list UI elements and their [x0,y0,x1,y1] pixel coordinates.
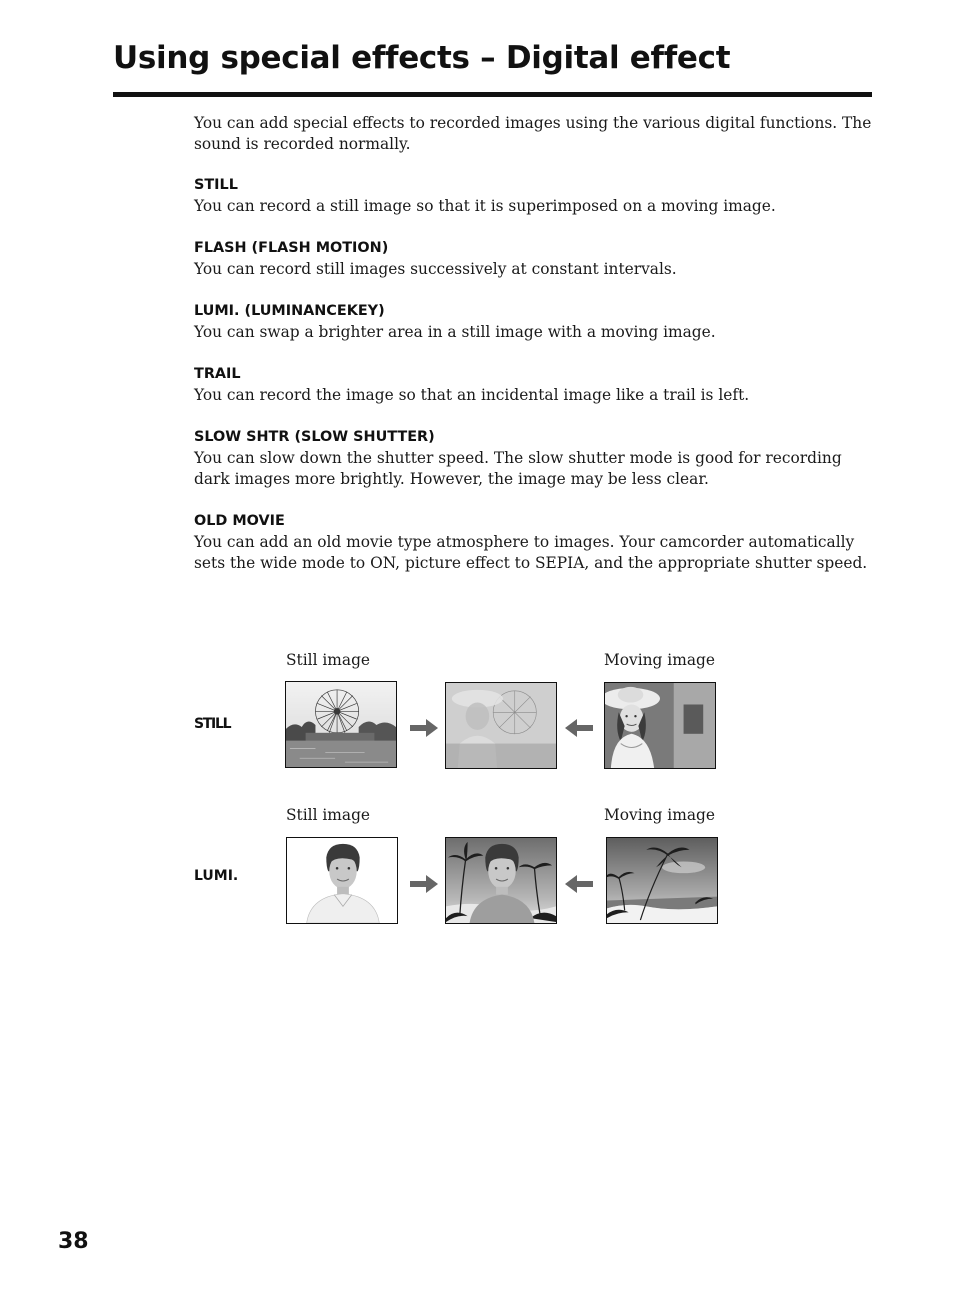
section-heading: STILL [194,177,238,193]
arrow-right-icon [409,718,439,738]
section-heading: FLASH (FLASH MOTION) [194,240,389,256]
section-heading: OLD MOVIE [194,513,285,529]
section-heading: SLOW SHTR (SLOW SHUTTER) [194,429,435,445]
section-heading: LUMI. (LUMINANCEKEY) [194,303,385,319]
section-text: You can slow down the shutter speed. The slow shutter mode is good for recording dark images more brightly. However, the image may be less clear. [194,449,842,488]
moving-image-caption: Moving image [604,806,715,824]
intro-paragraph: You can add special effects to recorded images using the various digital functions. The sound is recorded normally. [194,114,872,153]
superimposed-result-photo [445,682,557,769]
arrow-right-icon [409,874,439,894]
arrow-left-icon [564,874,594,894]
section-still [194,175,874,217]
section-text: You can swap a brighter area in a still image with a moving image. [194,323,716,341]
section-trail [194,364,874,406]
still-image-caption: Still image [286,806,371,824]
page-number: 38 [58,1229,89,1254]
still-image-caption: Still image [286,651,371,669]
section-text: You can record a still image so that it is superimposed on a moving image. [194,197,776,215]
section-heading: TRAIL [194,366,241,382]
arrow-left-icon [564,718,594,738]
palm-beach-photo [606,837,718,924]
luminance-key-result-photo [445,837,557,924]
section-text: You can record still images successively at constant intervals. [194,260,677,278]
title-rule [113,92,872,97]
row-label-still: STILL [194,716,231,732]
girl-with-hat-photo [604,682,716,769]
section-lumi [194,301,874,343]
section-slow-shutter [194,427,874,490]
section-flash [194,238,874,280]
portrait-man-white-bg-photo [286,837,398,924]
section-text: You can add an old movie type atmosphere to images. Your camcorder automatically sets the wide mode to ON, picture effect to SEPIA, and the appropriate shutter speed. [194,533,868,572]
moving-image-caption: Moving image [604,651,715,669]
section-old-movie [194,511,874,574]
page-title: Using special effects – Digital effect [113,40,731,76]
ferris-wheel-photo [285,681,397,768]
row-label-lumi: LUMI. [194,868,239,884]
section-text: You can record the image so that an incidental image like a trail is left. [194,386,750,404]
page-body [194,113,874,595]
